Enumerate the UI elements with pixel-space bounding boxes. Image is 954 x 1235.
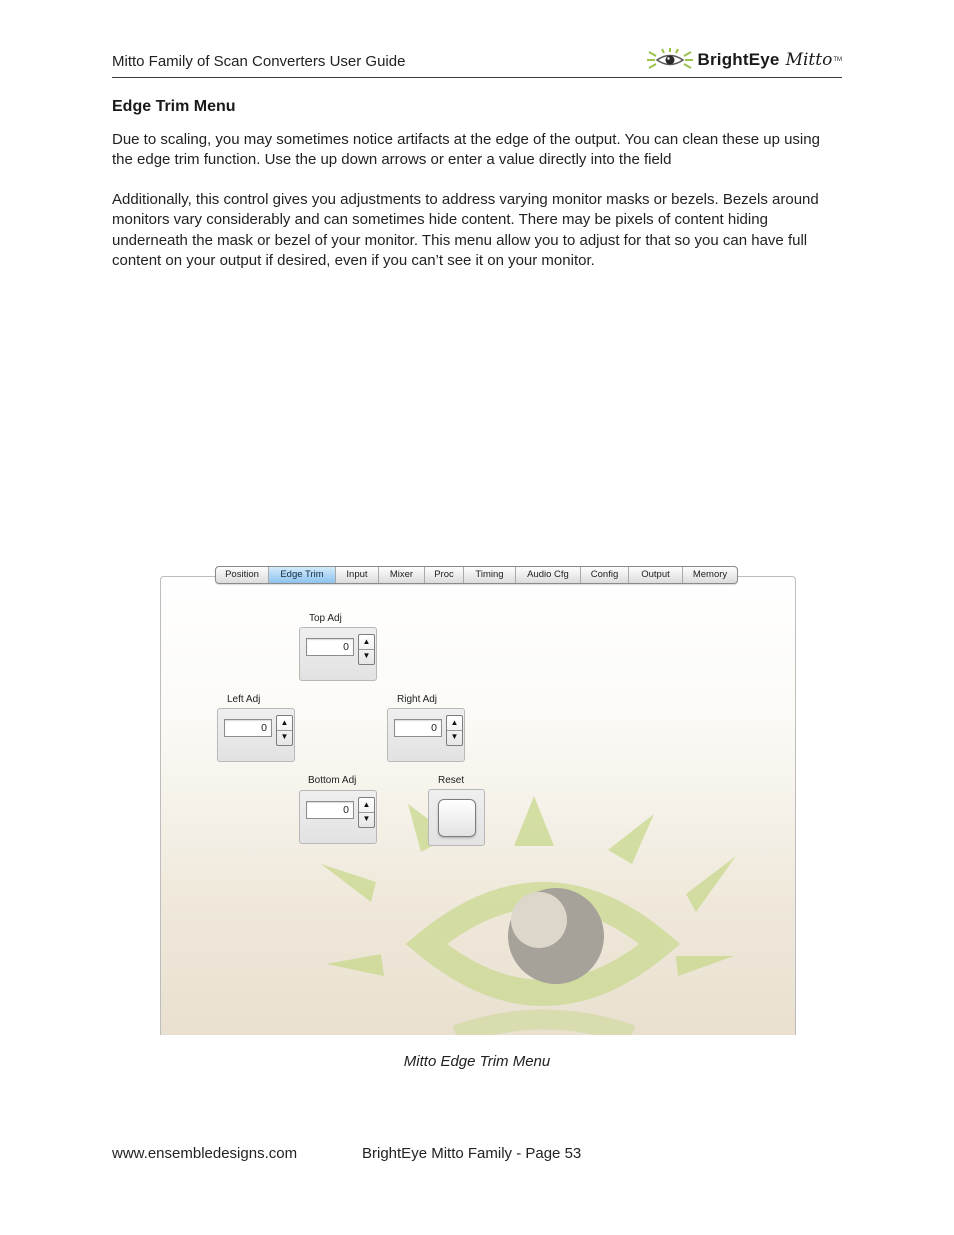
paragraph-bezels: Additionally, this control gives you adjustments to address varying monitor masks or bezels. Bezels around monitors vary considerably and can sometimes hide content. There may be pixels of content hiding underneath the mask or bezel of your monitor. This menu allow you to adjust for that so you can have full content on your output if desired, even if you can’t see it on your monitor. bbox=[112, 191, 819, 270]
bottom-adj-control bbox=[299, 790, 377, 844]
step-up-icon[interactable]: ▲ bbox=[359, 635, 374, 650]
step-up-icon[interactable]: ▲ bbox=[359, 798, 374, 813]
step-up-icon[interactable]: ▲ bbox=[277, 716, 292, 731]
brand-word: BrightEye bbox=[697, 50, 780, 69]
left-adj-label: Left Adj bbox=[227, 694, 261, 705]
brand-logo bbox=[645, 47, 842, 73]
tab-output[interactable]: Output bbox=[629, 567, 683, 583]
document-title: Mitto Family of Scan Converters User Guide bbox=[112, 53, 406, 70]
bottom-adj-field[interactable]: 0 bbox=[306, 801, 354, 819]
tab-proc[interactable]: Proc bbox=[425, 567, 464, 583]
right-adj-label: Right Adj bbox=[397, 694, 438, 705]
bottom-adj-stepper[interactable] bbox=[358, 797, 375, 828]
footer-website: www.ensembledesigns.com bbox=[112, 1145, 298, 1162]
paragraph-edge-trim: Due to scaling, you may sometimes notice artifacts at the edge of the output. You can clean these up using the edge trim function. Use the up down arrows or enter a value directly into the field bbox=[112, 131, 820, 169]
step-up-icon[interactable]: ▲ bbox=[447, 716, 462, 731]
figure-caption: Mitto Edge Trim Menu bbox=[403, 1053, 551, 1070]
tab-edge-trim[interactable]: Edge Trim bbox=[269, 567, 336, 583]
tab-position[interactable]: Position bbox=[216, 567, 269, 583]
trademark-mark: TM bbox=[833, 57, 842, 63]
top-adj-control bbox=[299, 627, 377, 681]
tab-input[interactable]: Input bbox=[336, 567, 379, 583]
brand-script: Mitto bbox=[785, 50, 833, 70]
brighteye-logo-icon bbox=[645, 47, 695, 73]
step-down-icon[interactable]: ▼ bbox=[362, 651, 371, 660]
left-adj-stepper[interactable] bbox=[276, 715, 293, 746]
footer-page-label: BrightEye Mitto Family - Page 53 bbox=[362, 1145, 582, 1162]
tab-mixer[interactable]: Mixer bbox=[379, 567, 425, 583]
reset-label: Reset bbox=[438, 775, 465, 786]
left-adj-field[interactable]: 0 bbox=[224, 719, 272, 737]
tab-timing[interactable]: Timing bbox=[464, 567, 516, 583]
top-adj-field[interactable]: 0 bbox=[306, 638, 354, 656]
top-adj-stepper[interactable] bbox=[358, 634, 375, 665]
step-down-icon[interactable]: ▼ bbox=[362, 814, 371, 823]
edge-trim-screenshot bbox=[156, 564, 798, 1035]
page-header bbox=[112, 44, 842, 78]
section-heading: Edge Trim Menu bbox=[112, 98, 236, 115]
reset-control bbox=[428, 789, 485, 846]
bottom-adj-label: Bottom Adj bbox=[308, 775, 357, 786]
reset-button[interactable] bbox=[438, 799, 476, 837]
top-adj-label: Top Adj bbox=[309, 613, 342, 624]
right-adj-field[interactable]: 0 bbox=[394, 719, 442, 737]
tab-config[interactable]: Config bbox=[581, 567, 629, 583]
tab-audio-cfg[interactable]: Audio Cfg bbox=[516, 567, 581, 583]
tab-memory[interactable]: Memory bbox=[692, 569, 728, 580]
menu-tab-bar bbox=[215, 566, 738, 584]
step-down-icon[interactable]: ▼ bbox=[280, 732, 289, 741]
left-adj-control bbox=[217, 708, 295, 762]
right-adj-stepper[interactable] bbox=[446, 715, 463, 746]
step-down-icon[interactable]: ▼ bbox=[450, 732, 459, 741]
right-adj-control bbox=[387, 708, 465, 762]
